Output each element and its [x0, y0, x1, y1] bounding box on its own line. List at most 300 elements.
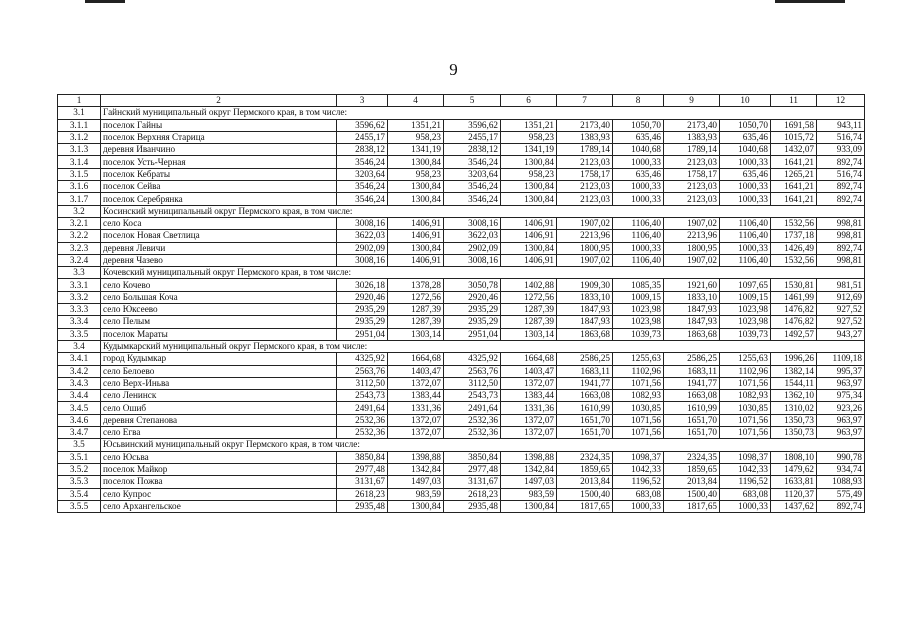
row-code: 3.1.1 [58, 119, 101, 131]
row-code: 3.4.6 [58, 414, 101, 426]
value-cell-col-4: 1403,47 [388, 365, 444, 377]
settlement-name: поселок Майкор [101, 463, 337, 475]
value-cell-col-7: 1683,11 [557, 365, 613, 377]
value-cell-col-9: 2013,84 [664, 476, 720, 488]
section-title: Гайнский муниципальный округ Пермского края, в том числе: [101, 107, 865, 119]
value-cell-col-12: 892,74 [817, 500, 865, 512]
value-cell-col-5: 3546,24 [444, 181, 501, 193]
value-cell-col-4: 1372,07 [388, 414, 444, 426]
value-cell-col-12: 998,81 [817, 254, 865, 266]
value-cell-col-9: 2123,03 [664, 181, 720, 193]
row-code: 3.4.2 [58, 365, 101, 377]
value-cell-col-5: 3112,50 [444, 377, 501, 389]
value-cell-col-10: 1000,33 [720, 193, 771, 205]
value-cell-col-5: 2455,17 [444, 131, 501, 143]
section-row [58, 439, 865, 451]
value-cell-col-9: 1663,08 [664, 390, 720, 402]
settlement-name: поселок Верхняя Старица [101, 131, 337, 143]
value-cell-col-4: 1406,91 [388, 230, 444, 242]
column-header-10: 10 [720, 95, 771, 107]
table-row [58, 254, 865, 266]
value-cell-col-6: 1351,21 [501, 119, 557, 131]
value-cell-col-11: 1544,11 [771, 377, 817, 389]
value-cell-col-12: 912,69 [817, 291, 865, 303]
value-cell-col-5: 2532,36 [444, 427, 501, 439]
row-code: 3.1.4 [58, 156, 101, 168]
table-row [58, 377, 865, 389]
value-cell-col-4: 1331,36 [388, 402, 444, 414]
value-cell-col-7: 1863,68 [557, 328, 613, 340]
value-cell-col-8: 1039,73 [613, 328, 664, 340]
value-cell-col-11: 1492,57 [771, 328, 817, 340]
value-cell-col-5: 2977,48 [444, 463, 501, 475]
value-cell-col-3: 3026,18 [337, 279, 388, 291]
value-cell-col-3: 3008,16 [337, 254, 388, 266]
table-row [58, 217, 865, 229]
value-cell-col-11: 1350,73 [771, 427, 817, 439]
value-cell-col-5: 2563,76 [444, 365, 501, 377]
value-cell-col-3: 2455,17 [337, 131, 388, 143]
value-cell-col-3: 2532,36 [337, 414, 388, 426]
value-cell-col-6: 1287,39 [501, 316, 557, 328]
value-cell-col-4: 1497,03 [388, 476, 444, 488]
value-cell-col-10: 1050,70 [720, 119, 771, 131]
value-cell-col-3: 4325,92 [337, 353, 388, 365]
settlement-name: село Егва [101, 427, 337, 439]
value-cell-col-9: 1683,11 [664, 365, 720, 377]
tariff-table [57, 94, 865, 513]
table-row [58, 144, 865, 156]
value-cell-col-8: 1255,63 [613, 353, 664, 365]
table-row [58, 414, 865, 426]
value-cell-col-4: 1406,91 [388, 254, 444, 266]
value-cell-col-7: 2123,03 [557, 181, 613, 193]
value-cell-col-10: 1106,40 [720, 217, 771, 229]
settlement-name: поселок Сейва [101, 181, 337, 193]
row-code: 3.4.1 [58, 353, 101, 365]
value-cell-col-8: 1071,56 [613, 377, 664, 389]
value-cell-col-9: 1833,10 [664, 291, 720, 303]
value-cell-col-8: 1098,37 [613, 451, 664, 463]
value-cell-col-3: 2977,48 [337, 463, 388, 475]
value-cell-col-10: 1071,56 [720, 377, 771, 389]
section-title: Косинский муниципальный округ Пермского края, в том числе: [101, 205, 865, 217]
value-cell-col-5: 3008,16 [444, 254, 501, 266]
value-cell-col-9: 1610,99 [664, 402, 720, 414]
value-cell-col-6: 1497,03 [501, 476, 557, 488]
table-row [58, 242, 865, 254]
value-cell-col-5: 3008,16 [444, 217, 501, 229]
value-cell-col-7: 1789,14 [557, 144, 613, 156]
value-cell-col-4: 1303,14 [388, 328, 444, 340]
value-cell-col-12: 963,97 [817, 427, 865, 439]
value-cell-col-11: 1437,62 [771, 500, 817, 512]
value-cell-col-4: 1300,84 [388, 242, 444, 254]
value-cell-col-3: 2951,04 [337, 328, 388, 340]
value-cell-col-3: 3546,24 [337, 181, 388, 193]
settlement-name: деревня Левичи [101, 242, 337, 254]
table-row [58, 365, 865, 377]
value-cell-col-9: 1921,60 [664, 279, 720, 291]
column-header-12: 12 [817, 95, 865, 107]
value-cell-col-10: 1040,68 [720, 144, 771, 156]
value-cell-col-6: 1406,91 [501, 217, 557, 229]
value-cell-col-6: 1372,07 [501, 427, 557, 439]
value-cell-col-5: 2935,29 [444, 316, 501, 328]
settlement-name: деревня Чазево [101, 254, 337, 266]
value-cell-col-8: 683,08 [613, 488, 664, 500]
value-cell-col-11: 1382,14 [771, 365, 817, 377]
settlement-name: поселок Кебраты [101, 168, 337, 180]
value-cell-col-7: 2324,35 [557, 451, 613, 463]
value-cell-col-8: 1082,93 [613, 390, 664, 402]
value-cell-col-9: 1817,65 [664, 500, 720, 512]
table-row [58, 291, 865, 303]
table-row [58, 476, 865, 488]
settlement-name: село Архангельское [101, 500, 337, 512]
value-cell-col-8: 1040,68 [613, 144, 664, 156]
row-code: 3.3.1 [58, 279, 101, 291]
value-cell-col-6: 1300,84 [501, 500, 557, 512]
value-cell-col-11: 1015,72 [771, 131, 817, 143]
value-cell-col-5: 2532,36 [444, 414, 501, 426]
table-row [58, 316, 865, 328]
section-row [58, 340, 865, 352]
row-code: 3.4.5 [58, 402, 101, 414]
value-cell-col-11: 1120,37 [771, 488, 817, 500]
column-header-7: 7 [557, 95, 613, 107]
row-code: 3.1.5 [58, 168, 101, 180]
value-cell-col-11: 1737,18 [771, 230, 817, 242]
settlement-name: поселок Гайны [101, 119, 337, 131]
value-cell-col-4: 958,23 [388, 168, 444, 180]
settlement-name: город Кудымкар [101, 353, 337, 365]
value-cell-col-3: 3622,03 [337, 230, 388, 242]
settlement-name: село Купрос [101, 488, 337, 500]
value-cell-col-3: 2532,36 [337, 427, 388, 439]
table-row [58, 193, 865, 205]
settlement-name: село Большая Коча [101, 291, 337, 303]
value-cell-col-5: 2543,73 [444, 390, 501, 402]
value-cell-col-12: 995,37 [817, 365, 865, 377]
value-cell-col-10: 1196,52 [720, 476, 771, 488]
value-cell-col-3: 2935,29 [337, 316, 388, 328]
value-cell-col-12: 934,74 [817, 463, 865, 475]
value-cell-col-4: 1398,88 [388, 451, 444, 463]
value-cell-col-3: 3131,67 [337, 476, 388, 488]
value-cell-col-8: 1000,33 [613, 242, 664, 254]
section-code: 3.3 [58, 267, 101, 279]
value-cell-col-5: 3131,67 [444, 476, 501, 488]
section-title: Кудымкарский муниципальный округ Пермского края, в том числе: [101, 340, 865, 352]
table-row [58, 451, 865, 463]
value-cell-col-5: 2920,46 [444, 291, 501, 303]
table-row [58, 181, 865, 193]
value-cell-col-6: 1341,19 [501, 144, 557, 156]
settlement-name: село Кочево [101, 279, 337, 291]
value-cell-col-3: 2902,09 [337, 242, 388, 254]
value-cell-col-6: 1402,88 [501, 279, 557, 291]
settlement-name: село Верх-Иньва [101, 377, 337, 389]
value-cell-col-10: 683,08 [720, 488, 771, 500]
value-cell-col-3: 2920,46 [337, 291, 388, 303]
row-code: 3.5.4 [58, 488, 101, 500]
value-cell-col-12: 933,09 [817, 144, 865, 156]
settlement-name: село Юсьва [101, 451, 337, 463]
value-cell-col-5: 4325,92 [444, 353, 501, 365]
value-cell-col-5: 2951,04 [444, 328, 501, 340]
value-cell-col-11: 1310,02 [771, 402, 817, 414]
value-cell-col-11: 1532,56 [771, 217, 817, 229]
value-cell-col-12: 981,51 [817, 279, 865, 291]
value-cell-col-9: 1651,70 [664, 427, 720, 439]
value-cell-col-3: 2543,73 [337, 390, 388, 402]
value-cell-col-5: 3546,24 [444, 193, 501, 205]
row-code: 3.1.6 [58, 181, 101, 193]
value-cell-col-9: 1500,40 [664, 488, 720, 500]
value-cell-col-12: 575,49 [817, 488, 865, 500]
value-cell-col-8: 1000,33 [613, 156, 664, 168]
section-row [58, 267, 865, 279]
value-cell-col-10: 1098,37 [720, 451, 771, 463]
header-row [58, 95, 865, 107]
value-cell-col-10: 1082,93 [720, 390, 771, 402]
row-code: 3.2.2 [58, 230, 101, 242]
value-cell-col-11: 1265,21 [771, 168, 817, 180]
value-cell-col-7: 1500,40 [557, 488, 613, 500]
value-cell-col-7: 1610,99 [557, 402, 613, 414]
value-cell-col-9: 2213,96 [664, 230, 720, 242]
value-cell-col-11: 1362,10 [771, 390, 817, 402]
table-row [58, 304, 865, 316]
settlement-name: поселок Серебрянка [101, 193, 337, 205]
row-code: 3.1.7 [58, 193, 101, 205]
value-cell-col-5: 2935,48 [444, 500, 501, 512]
value-cell-col-5: 3850,84 [444, 451, 501, 463]
settlement-name: деревня Иванчино [101, 144, 337, 156]
table-row [58, 488, 865, 500]
value-cell-col-11: 1426,49 [771, 242, 817, 254]
value-cell-col-8: 1042,33 [613, 463, 664, 475]
value-cell-col-12: 1088,93 [817, 476, 865, 488]
value-cell-col-4: 1372,07 [388, 427, 444, 439]
value-cell-col-5: 3622,03 [444, 230, 501, 242]
table-row [58, 463, 865, 475]
value-cell-col-8: 1000,33 [613, 193, 664, 205]
value-cell-col-9: 1941,77 [664, 377, 720, 389]
value-cell-col-12: 990,78 [817, 451, 865, 463]
value-cell-col-7: 2213,96 [557, 230, 613, 242]
value-cell-col-8: 1050,70 [613, 119, 664, 131]
row-code: 3.4.3 [58, 377, 101, 389]
value-cell-col-8: 1009,15 [613, 291, 664, 303]
value-cell-col-3: 3546,24 [337, 193, 388, 205]
value-cell-col-11: 1432,07 [771, 144, 817, 156]
settlement-name: село Пелым [101, 316, 337, 328]
value-cell-col-9: 1907,02 [664, 254, 720, 266]
value-cell-col-11: 1530,81 [771, 279, 817, 291]
value-cell-col-8: 1071,56 [613, 427, 664, 439]
value-cell-col-4: 1300,84 [388, 500, 444, 512]
value-cell-col-7: 1907,02 [557, 217, 613, 229]
column-header-6: 6 [501, 95, 557, 107]
value-cell-col-7: 2123,03 [557, 156, 613, 168]
value-cell-col-3: 3850,84 [337, 451, 388, 463]
value-cell-col-11: 1532,56 [771, 254, 817, 266]
value-cell-col-9: 2123,03 [664, 193, 720, 205]
value-cell-col-8: 1023,98 [613, 316, 664, 328]
value-cell-col-11: 1461,99 [771, 291, 817, 303]
value-cell-col-9: 1847,93 [664, 316, 720, 328]
value-cell-col-4: 1372,07 [388, 377, 444, 389]
value-cell-col-4: 1300,84 [388, 181, 444, 193]
value-cell-col-4: 1341,19 [388, 144, 444, 156]
settlement-name: поселок Новая Светлица [101, 230, 337, 242]
value-cell-col-10: 1039,73 [720, 328, 771, 340]
value-cell-col-12: 927,52 [817, 304, 865, 316]
scan-edge-mark-right [775, 0, 845, 3]
value-cell-col-8: 1071,56 [613, 414, 664, 426]
value-cell-col-10: 635,46 [720, 131, 771, 143]
value-cell-col-10: 1102,96 [720, 365, 771, 377]
column-header-11: 11 [771, 95, 817, 107]
value-cell-col-6: 958,23 [501, 168, 557, 180]
value-cell-col-8: 635,46 [613, 131, 664, 143]
row-code: 3.2.1 [58, 217, 101, 229]
value-cell-col-9: 1383,93 [664, 131, 720, 143]
value-cell-col-4: 1287,39 [388, 304, 444, 316]
value-cell-col-6: 1300,84 [501, 193, 557, 205]
value-cell-col-7: 1847,93 [557, 304, 613, 316]
section-row [58, 205, 865, 217]
value-cell-col-9: 1800,95 [664, 242, 720, 254]
value-cell-col-8: 635,46 [613, 168, 664, 180]
value-cell-col-7: 2586,25 [557, 353, 613, 365]
value-cell-col-11: 1479,62 [771, 463, 817, 475]
value-cell-col-12: 892,74 [817, 181, 865, 193]
table-row [58, 279, 865, 291]
value-cell-col-6: 958,23 [501, 131, 557, 143]
settlement-name: деревня Степанова [101, 414, 337, 426]
row-code: 3.4.7 [58, 427, 101, 439]
section-row [58, 107, 865, 119]
column-header-2: 2 [101, 95, 337, 107]
value-cell-col-11: 1996,26 [771, 353, 817, 365]
row-code: 3.5.5 [58, 500, 101, 512]
value-cell-col-7: 2013,84 [557, 476, 613, 488]
table-row [58, 328, 865, 340]
value-cell-col-3: 2491,64 [337, 402, 388, 414]
row-code: 3.5.2 [58, 463, 101, 475]
value-cell-col-4: 1300,84 [388, 193, 444, 205]
value-cell-col-9: 1847,93 [664, 304, 720, 316]
value-cell-col-12: 1109,18 [817, 353, 865, 365]
value-cell-col-12: 892,74 [817, 156, 865, 168]
value-cell-col-11: 1350,73 [771, 414, 817, 426]
value-cell-col-5: 2618,23 [444, 488, 501, 500]
value-cell-col-4: 1287,39 [388, 316, 444, 328]
value-cell-col-3: 3112,50 [337, 377, 388, 389]
value-cell-col-5: 2935,29 [444, 304, 501, 316]
value-cell-col-7: 1909,30 [557, 279, 613, 291]
row-code: 3.1.3 [58, 144, 101, 156]
value-cell-col-6: 1398,88 [501, 451, 557, 463]
value-cell-col-11: 1691,58 [771, 119, 817, 131]
section-code: 3.2 [58, 205, 101, 217]
value-cell-col-7: 1651,70 [557, 414, 613, 426]
value-cell-col-11: 1476,82 [771, 304, 817, 316]
value-cell-col-5: 3596,62 [444, 119, 501, 131]
settlement-name: поселок Усть-Черная [101, 156, 337, 168]
value-cell-col-3: 2935,29 [337, 304, 388, 316]
value-cell-col-3: 3008,16 [337, 217, 388, 229]
value-cell-col-6: 1300,84 [501, 156, 557, 168]
value-cell-col-7: 2123,03 [557, 193, 613, 205]
column-header-9: 9 [664, 95, 720, 107]
settlement-name: село Белоево [101, 365, 337, 377]
row-code: 3.3.5 [58, 328, 101, 340]
section-code: 3.5 [58, 439, 101, 451]
value-cell-col-4: 1406,91 [388, 217, 444, 229]
column-header-4: 4 [388, 95, 444, 107]
value-cell-col-7: 1907,02 [557, 254, 613, 266]
value-cell-col-4: 1383,44 [388, 390, 444, 402]
value-cell-col-9: 1758,17 [664, 168, 720, 180]
page-number: 9 [449, 60, 458, 79]
value-cell-col-8: 1085,35 [613, 279, 664, 291]
row-code: 3.3.4 [58, 316, 101, 328]
value-cell-col-5: 3546,24 [444, 156, 501, 168]
value-cell-col-7: 1817,65 [557, 500, 613, 512]
value-cell-col-4: 1342,84 [388, 463, 444, 475]
settlement-name: село Ошиб [101, 402, 337, 414]
value-cell-col-3: 2838,12 [337, 144, 388, 156]
value-cell-col-7: 1383,93 [557, 131, 613, 143]
value-cell-col-11: 1641,21 [771, 193, 817, 205]
value-cell-col-3: 2563,76 [337, 365, 388, 377]
table-row [58, 230, 865, 242]
value-cell-col-10: 1106,40 [720, 230, 771, 242]
value-cell-col-9: 1789,14 [664, 144, 720, 156]
value-cell-col-8: 1000,33 [613, 181, 664, 193]
value-cell-col-10: 1106,40 [720, 254, 771, 266]
value-cell-col-7: 1651,70 [557, 427, 613, 439]
section-code: 3.1 [58, 107, 101, 119]
value-cell-col-4: 1351,21 [388, 119, 444, 131]
value-cell-col-5: 2491,64 [444, 402, 501, 414]
value-cell-col-12: 923,26 [817, 402, 865, 414]
value-cell-col-3: 3596,62 [337, 119, 388, 131]
scan-edge-mark-left [85, 0, 125, 3]
value-cell-col-6: 1383,44 [501, 390, 557, 402]
value-cell-col-4: 1272,56 [388, 291, 444, 303]
table-row [58, 402, 865, 414]
value-cell-col-12: 892,74 [817, 193, 865, 205]
value-cell-col-7: 1941,77 [557, 377, 613, 389]
row-code: 3.2.3 [58, 242, 101, 254]
value-cell-col-11: 1476,82 [771, 316, 817, 328]
value-cell-col-12: 975,34 [817, 390, 865, 402]
row-code: 3.5.3 [58, 476, 101, 488]
column-header-1: 1 [58, 95, 101, 107]
value-cell-col-12: 943,11 [817, 119, 865, 131]
value-cell-col-7: 1663,08 [557, 390, 613, 402]
value-cell-col-9: 2586,25 [664, 353, 720, 365]
value-cell-col-7: 2173,40 [557, 119, 613, 131]
value-cell-col-6: 1664,68 [501, 353, 557, 365]
value-cell-col-10: 635,46 [720, 168, 771, 180]
row-code: 3.1.2 [58, 131, 101, 143]
